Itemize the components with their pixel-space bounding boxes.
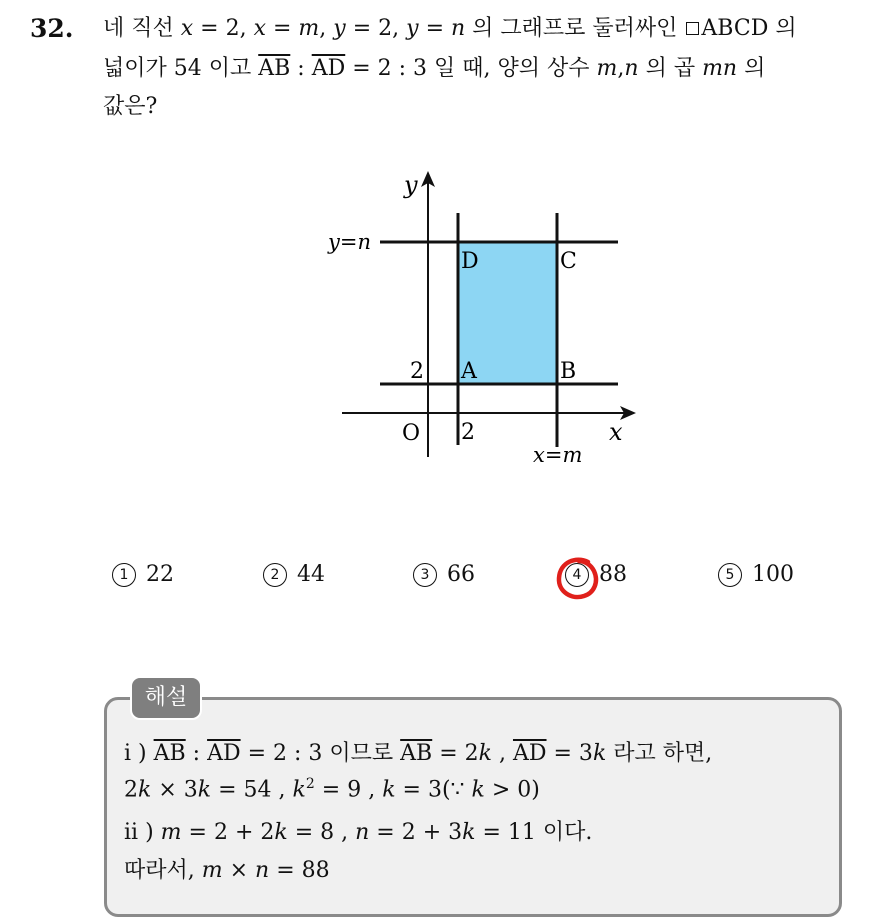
var: k (197, 777, 212, 803)
text: = 2 : 3 이므로 (240, 741, 401, 766)
text: = 3 (546, 741, 593, 766)
question-number: 32. (30, 14, 74, 43)
var: y (333, 16, 346, 41)
text: = 2 + 3 (369, 820, 463, 845)
text: 라고 하면, (606, 741, 713, 766)
var: k (274, 820, 288, 845)
text: = 8 , (287, 820, 356, 845)
tick-x-2: 2 (461, 420, 475, 445)
choice-number: 2 (263, 563, 287, 587)
line-x-m-label: x=m (533, 443, 583, 467)
text: = 11 이다. (475, 820, 593, 845)
text: = 54 , (211, 777, 293, 803)
segment-ad: $\overline{AD}$ (311, 56, 346, 81)
choice-2[interactable] (263, 562, 325, 587)
solution-line-3 (124, 815, 592, 846)
var: k (462, 820, 476, 845)
var: m (160, 820, 182, 845)
var: mn (702, 56, 738, 81)
text: : (290, 56, 312, 81)
solution-line-2 (124, 776, 540, 802)
solution-tag: 해설 (130, 676, 202, 720)
text: ABCD 의 (701, 16, 797, 41)
text: 2 (124, 777, 138, 803)
segment-ab: $\overline{AB}$ (258, 56, 291, 81)
var: k (478, 741, 492, 766)
coordinate-figure (320, 165, 640, 475)
segment-ab: $\overline{AB}$ (153, 741, 186, 766)
var: y (406, 16, 419, 41)
choice-number: 5 (718, 563, 742, 587)
var: n (624, 56, 639, 81)
text: , (319, 16, 334, 41)
var: k (292, 777, 306, 803)
text: , (617, 56, 625, 81)
segment-ad: $\overline{AD}$ (512, 741, 547, 766)
question-line-1 (103, 14, 797, 44)
text: = 9 , (314, 777, 383, 803)
var: k (138, 777, 152, 803)
y-axis-label: y (404, 171, 418, 199)
var: n (255, 858, 270, 883)
question-line-3: 값은? (103, 94, 158, 119)
text: 의 그래프로 둘러싸인 (465, 16, 685, 41)
text: i ) (124, 741, 154, 766)
text: , (492, 741, 513, 766)
choice-1[interactable] (112, 562, 174, 587)
text: > 0) (484, 777, 540, 803)
choice-5[interactable] (718, 562, 794, 587)
text: = 88 (269, 858, 330, 883)
solution-line-1 (124, 736, 712, 767)
choice-value: 100 (752, 562, 794, 587)
answer-mark-circle-icon (554, 554, 602, 602)
var: x (253, 16, 266, 41)
choice-value: 44 (297, 562, 325, 587)
text: 네 직선 (103, 16, 181, 41)
text: = 3(∵ (395, 777, 472, 803)
var: m (298, 16, 320, 41)
var: x (180, 16, 194, 41)
text: 넓이가 54 이고 (103, 56, 259, 81)
segment-ab: $\overline{AB}$ (400, 741, 433, 766)
choice-number: 3 (413, 563, 437, 587)
origin-label: O (402, 421, 421, 446)
choice-value: 66 (447, 562, 475, 587)
var: m (201, 858, 223, 883)
var: k (382, 777, 396, 803)
point-b-label: B (560, 359, 577, 384)
choice-value: 88 (599, 562, 627, 587)
x-axis-label: x (609, 418, 623, 446)
square-symbol-icon (686, 22, 699, 35)
text: 의 (737, 56, 766, 81)
text: = 2, (193, 16, 254, 41)
text: × (222, 858, 256, 883)
text: × 3 (151, 777, 198, 803)
text: 따라서, (124, 858, 202, 883)
choice-number: 4 (565, 563, 589, 587)
text: 의 곱 (638, 56, 703, 81)
var: k (471, 777, 485, 803)
line-y-n-label: y=n (328, 230, 371, 254)
text: ii ) (124, 820, 161, 845)
solution-box (104, 697, 842, 917)
text: = (418, 16, 451, 41)
segment-ad: $\overline{AD}$ (207, 741, 241, 766)
point-a-label: A (461, 359, 477, 384)
choice-number: 1 (112, 563, 136, 587)
var: n (355, 820, 370, 845)
solution-line-4 (124, 853, 330, 884)
choice-value: 22 (146, 562, 174, 587)
var: n (451, 16, 466, 41)
tick-y-2: 2 (410, 359, 424, 384)
question-line-2 (103, 54, 765, 84)
text: = 2 (432, 741, 479, 766)
point-d-label: D (461, 249, 479, 274)
choice-3[interactable] (413, 562, 475, 587)
point-c-label: C (560, 249, 577, 274)
exponent: 2 (305, 776, 315, 792)
text: = 2, (345, 16, 407, 41)
text: = 2 + 2 (181, 820, 275, 845)
text: : (185, 741, 208, 766)
answer-mark-stroke (559, 560, 596, 597)
text: = 2 : 3 일 때, 양의 상수 (345, 56, 597, 81)
text: = (266, 16, 299, 41)
var: m (596, 56, 618, 81)
var: k (592, 741, 607, 766)
